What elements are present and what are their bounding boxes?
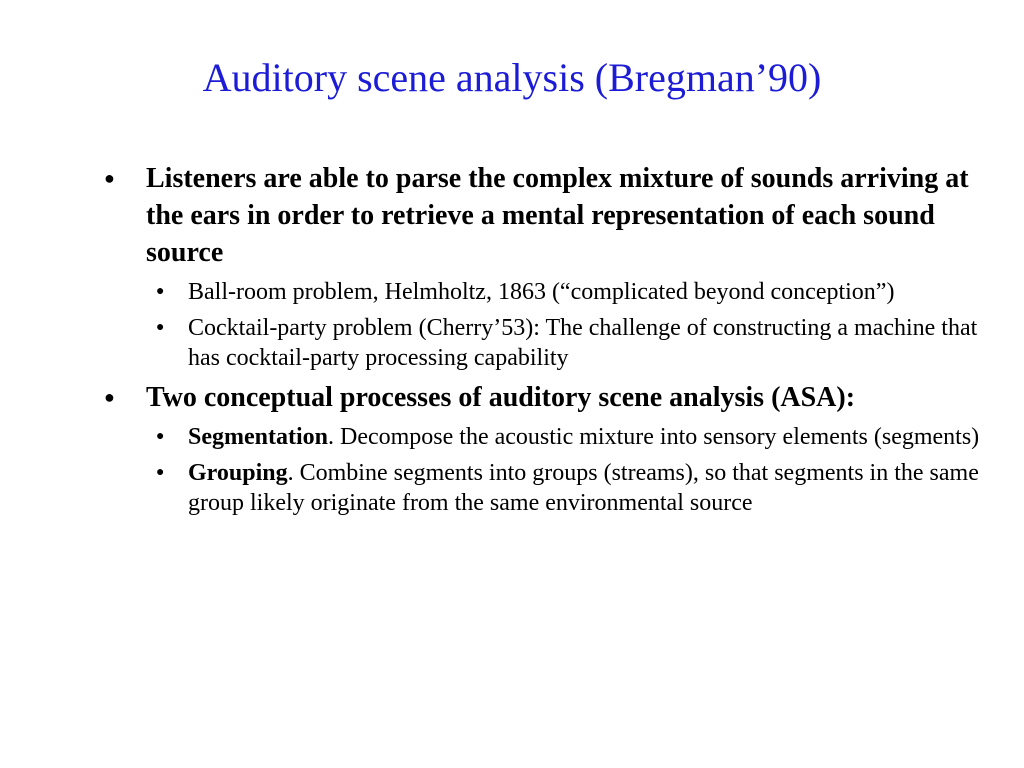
sub-bullet-item bbox=[146, 422, 984, 452]
bullet-icon: ● bbox=[156, 284, 165, 299]
sub-bullet-text: . Decompose the acoustic mixture into sensory elements (segments) bbox=[328, 424, 980, 450]
bullet-icon: ● bbox=[104, 168, 115, 188]
bullet-icon: ● bbox=[156, 429, 165, 444]
sub-bullet-item bbox=[146, 277, 984, 307]
bullet-icon: ● bbox=[156, 465, 165, 480]
bullet-icon: ● bbox=[156, 320, 165, 335]
sub-bullet-text: . Combine segments into groups (streams), so that segments in the same group likely originate from the same environmental source bbox=[188, 460, 979, 516]
sub-bullet-item bbox=[146, 313, 984, 373]
sub-bullet-item bbox=[146, 458, 984, 518]
bullet-icon: ● bbox=[104, 387, 115, 407]
sub-bullet-term: Grouping bbox=[188, 460, 288, 486]
bullet-text: Two conceptual processes of auditory scene analysis (ASA): bbox=[146, 382, 856, 413]
sub-bullet-text: Ball-room problem, Helmholtz, 1863 (“complicated beyond conception”) bbox=[188, 279, 895, 305]
bullet-text: Listeners are able to parse the complex mixture of sounds arriving at the ears in order to retrieve a mental representation of each sound source bbox=[146, 163, 969, 268]
slide-title: Auditory scene analysis (Bregman’90) bbox=[202, 55, 822, 100]
sub-bullet-text: Cocktail-party problem (Cherry’53): The challenge of constructing a machine that has cocktail-party processing capability bbox=[188, 315, 978, 371]
sub-bullet-term: Segmentation bbox=[188, 424, 328, 450]
bullet-item bbox=[104, 379, 984, 416]
bullet-list bbox=[104, 160, 984, 524]
bullet-item bbox=[104, 160, 984, 271]
